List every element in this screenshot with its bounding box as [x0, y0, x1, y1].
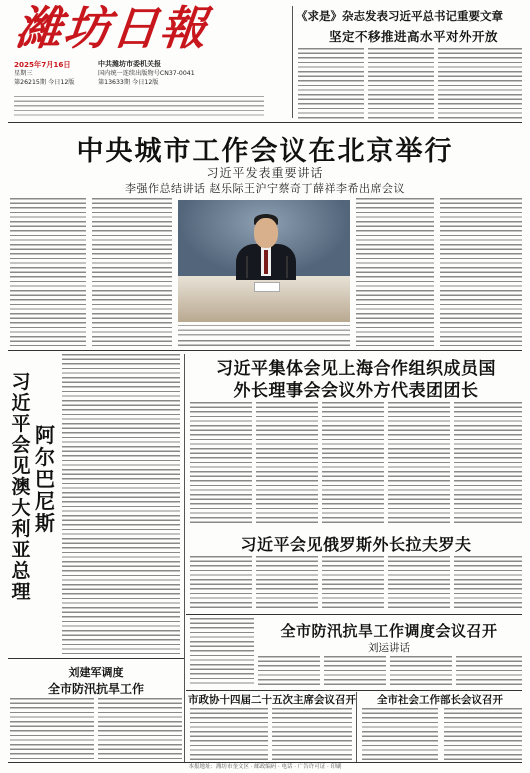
- social-body-col1: [362, 708, 438, 760]
- masthead-index: [14, 96, 264, 118]
- liu-title: 全市防汛抗旱工作: [47, 682, 144, 696]
- flood-byline: 刘运讲话: [368, 642, 410, 654]
- cn-code: 国内统一连续出版物号CN37-0041: [98, 70, 195, 77]
- lead-body-col3: [356, 198, 434, 346]
- top-story-kicker: 《求是》杂志发表习近平总书记重要文章: [296, 9, 503, 23]
- lavrov-body-col4: [388, 556, 450, 610]
- cppcc-body-col2: [272, 708, 352, 760]
- sco-body-col3: [322, 402, 384, 526]
- liu-body-col1: [10, 698, 94, 760]
- publisher: 中共潍坊市委机关报: [98, 60, 161, 68]
- issue-weekday: 星期三: [14, 70, 33, 77]
- top-story-body-col3: [438, 48, 522, 120]
- cppcc-title: 市政协十四届二十五次主席会议召开: [188, 694, 356, 706]
- bottom-divider: [356, 692, 357, 762]
- issue-date: 2025年7月16日: [14, 60, 71, 69]
- australia-name: 阿尔巴尼斯: [35, 423, 55, 535]
- flood-body-col3: [390, 656, 452, 688]
- australia-body: [62, 354, 180, 654]
- rule-left-bottom: [8, 658, 184, 659]
- lavrov-body-col5: [454, 556, 522, 610]
- sco-body-col4: [388, 402, 450, 526]
- rule-top: [8, 122, 522, 123]
- sco-title-line1: 习近平集体会见上海合作组织成员国: [216, 359, 496, 379]
- left-divider: [184, 354, 185, 762]
- australia-title: 习近平会见澳大利亚总理: [11, 371, 31, 603]
- lavrov-body-col3: [322, 556, 384, 610]
- lavrov-body-col1: [190, 556, 252, 610]
- issue-number: 第26215期 今日12版: [14, 79, 75, 86]
- lead-body-col1: [10, 198, 86, 346]
- lead-body-col2: [92, 198, 172, 346]
- sco-title-line2: 外长理事会会议外方代表团团长: [233, 381, 479, 401]
- flood-intro-body: [190, 618, 254, 686]
- lavrov-body-col2: [256, 556, 318, 610]
- flood-body-col2: [324, 656, 386, 688]
- lead-body-under-photo: [178, 340, 350, 348]
- today-issue: 第13633期 今日12版: [98, 79, 159, 86]
- masthead-title: 濰坊日報: [13, 1, 211, 55]
- lead-photo: [178, 200, 350, 322]
- flood-body-col1: [258, 656, 320, 688]
- top-story-body-col2: [368, 48, 434, 120]
- lead-headline: 中央城市工作会议在北京举行: [76, 136, 454, 167]
- masthead-divider: [292, 6, 293, 118]
- rule-mid: [8, 350, 522, 351]
- lead-body-col4: [440, 198, 522, 346]
- lead-subhead: 习近平发表重要讲话: [206, 166, 324, 180]
- footer-line: 本报地址：潍坊市奎文区 · 邮政编码 · 电话 · 广告许可证 · 印刷: [188, 764, 342, 770]
- rule-right-mid: [186, 614, 522, 615]
- rule-right-bottom: [186, 690, 522, 691]
- lead-photo-caption: [178, 325, 350, 337]
- sco-body-col1: [190, 402, 252, 526]
- social-title: 全市社会工作部长会议召开: [377, 694, 503, 706]
- liu-body-col2: [98, 698, 182, 760]
- sco-body-col2: [256, 402, 318, 526]
- cppcc-body-col1: [190, 708, 268, 760]
- sco-body-col5: [454, 402, 522, 526]
- top-story-title: 坚定不移推进高水平对外开放: [328, 29, 498, 44]
- lavrov-title: 习近平会见俄罗斯外长拉夫罗夫: [240, 535, 472, 554]
- issue-meta: [14, 60, 109, 87]
- publisher-meta: [98, 60, 208, 87]
- top-story-body-col1: [298, 48, 364, 120]
- flood-body-col4: [456, 656, 522, 688]
- social-body-col2: [444, 708, 522, 760]
- flood-title: 全市防汛抗旱工作调度会议召开: [280, 622, 498, 640]
- liu-byline: 刘建军调度: [68, 666, 124, 679]
- lead-subhead-2: 李强作总结讲话 赵乐际王沪宁蔡奇丁薛祥李希出席会议: [125, 182, 405, 195]
